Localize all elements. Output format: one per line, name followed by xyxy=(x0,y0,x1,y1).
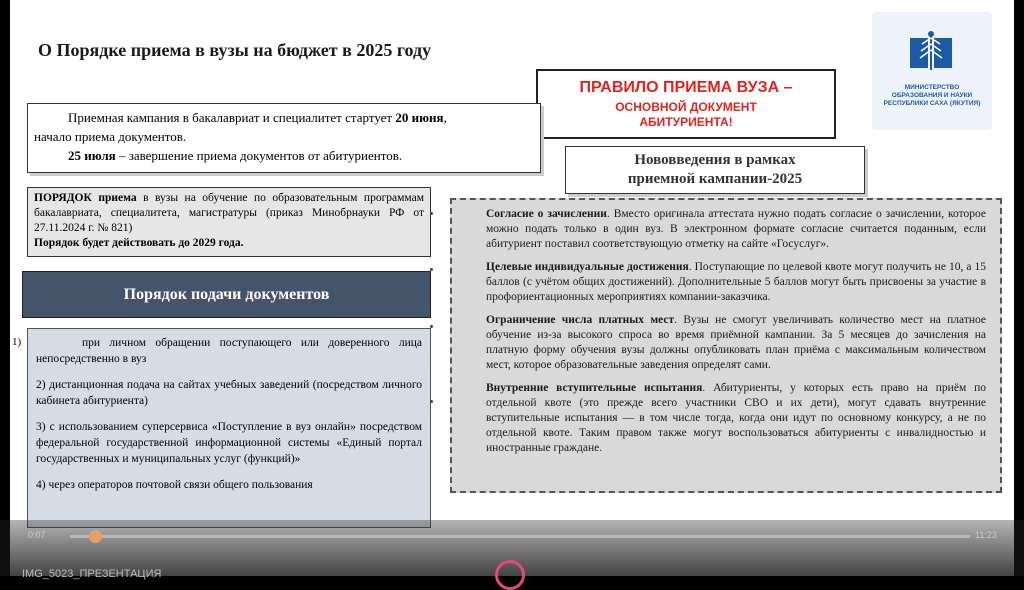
ministry-emblem-icon xyxy=(908,28,954,74)
list-item: 2) дистанционная подача на сайтах учебных заведений (посредством личного кабинета абитуриента) xyxy=(36,379,422,407)
total-time: 11:23 xyxy=(975,530,997,540)
play-pause-button[interactable] xyxy=(495,560,525,590)
list-number: 1) xyxy=(12,336,22,348)
submission-header: Порядок подачи документов xyxy=(22,271,431,318)
slide-title: О Порядке приема в вузы на бюджет в 2025 году xyxy=(38,40,432,60)
innovations-title: Нововведения в рамках приемной кампании-2025 xyxy=(565,146,865,194)
innovations-box xyxy=(450,198,1002,493)
seek-bar[interactable] xyxy=(70,535,970,538)
video-player-controls xyxy=(0,520,1024,580)
campaign-dates-box: Приемная кампания в бакалавриат и специалитет стартует 20 июня, начало приема документов. 25 июля – завершение приема документов от абитуриентов. xyxy=(27,103,541,173)
innovation-item: Ограничение числа платных мест. Вузы не смогут увеличивать количество мест на платное обучение из-за высокого спроса во время приёмной кампании. За 5 месяцев до зачисления на платную форму обучения вузы должны опубликовать план приёма с максимальным количеством мест, которое образовательные заведения определят сами. xyxy=(486,314,987,371)
innovation-item: Целевые индивидуальные достижения. Поступающие по целевой квоте могут получить не 10, а 15 баллов (с учётом общих достижений). Дополнительные 5 баллов могут быть присвоены за участие в профориентационных мероприятиях компании-заказчика. xyxy=(486,261,986,303)
ministry-logo xyxy=(872,12,992,130)
list-item: 3) с использованием суперсервиса «Поступление в вуз онлайн» посредством федеральной государственной информационной системы «Единый портал государственных и муниципальных услуг (функций)» xyxy=(36,421,422,465)
logo-caption: МИНИСТЕРСТВО ОБРАЗОВАНИЯ И НАУКИ РЕСПУБЛИКИ САХА (ЯКУТИЯ) xyxy=(883,84,981,107)
seek-thumb[interactable] xyxy=(89,530,102,543)
innovation-item: Согласие о зачислении. Вместо оригинала аттестата нужно подать согласие о зачислении, которое можно подать только в один вуз. В электронном формате согласие считается поданным, если абитуриент поставил соответствующую отметку на сайте «Госуслуг». xyxy=(486,208,986,250)
bullet-dot xyxy=(430,400,433,403)
list-item: при личном обращении поступающего или доверенного лица непосредственно в вуз xyxy=(36,337,422,365)
bullet-dot xyxy=(430,268,433,271)
left-letterbox xyxy=(0,0,10,576)
current-time: 0:07 xyxy=(28,530,46,540)
submission-methods-list xyxy=(27,328,431,528)
innovation-item: Внутренние вступительные испытания. Абитуриенты, у которых есть право на приём по отдельной квоте (это прежде всего участники СВО и их дети), могут сдавать внутренние вступительные испытания — в том числе тогда, когда они идут по основному конкурсу, а не по отдельной квоте. Таким правом также могут воспользоваться абитуриенты с инвалидностью и иностранные граждане. xyxy=(486,382,986,454)
admission-rule-callout: ПРАВИЛО ПРИЕМА ВУЗА – ОСНОВНОЙ ДОКУМЕНТ АБИТУРИЕНТА! xyxy=(536,69,836,139)
right-letterbox xyxy=(1014,0,1024,576)
admission-order-box: ПОРЯДОК приема в вузы на обучение по образовательным программам бакалавриата, специалитета, магистратуры (приказ Минобрнауки РФ от 27.11.2024 г. № 821) Порядок будет действовать до 2029 года. xyxy=(27,187,431,257)
bullet-dot xyxy=(430,212,433,215)
file-name: IMG_5023_ПРЕЗЕНТАЦИЯ xyxy=(22,568,162,580)
bullet-dot xyxy=(430,325,433,328)
list-item: 4) через операторов почтовой связи общего пользования xyxy=(36,479,313,491)
